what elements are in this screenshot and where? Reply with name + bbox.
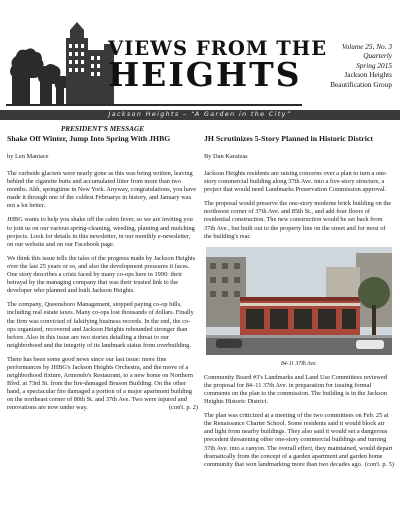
newsletter-title-line1: VIEWS FROM THE (108, 37, 328, 60)
tagline-bar: Jackson Heights – “A Garden in the City” (0, 110, 400, 120)
article-paragraph: The curbside glaciers were nearly gone as this was being written, leaving behind the cigarette butts and accumulated litter from more than two months. Ahh, springtime in New York. Anyway, congratulations, you have made it through one of the coldest Februarys in history, and January was not a lot better. (7, 170, 197, 210)
article-paragraph: Community Board #3's Landmarks and Land Use Committees reviewed the proposal for 84–11 37th Ave. in preparation for issuing formal comments on the plan to the commission. The building is in the Jackson Heights Historic District. (204, 373, 387, 406)
article-paragraph-text: The plan was criticized at a meeting of the two committees on Feb. 25 at the Renaissance Charter School. Some residents said it would block air and light from nearby buildings. They also said it would set a dangerous precedent threatening other one-story commercial buildings and turning 37th Ave. into a canyon. The overall effect, they maintained, would depart dramatically from the concept of a garden apartment and garden home community that won landmarking more than two decades ago. (204, 412, 393, 468)
article-paragraph (7, 356, 198, 413)
issue-info (302, 42, 392, 89)
article-body (7, 170, 198, 413)
issue-frequency: Quarterly (363, 51, 392, 61)
issue-season: Spring 2015 (356, 60, 392, 70)
continued-link[interactable]: (con't. p. 5) (365, 460, 394, 468)
article-paragraph: We think this issue tells the tales of the progress made by Jackson Heights over the last 25 years or so, and also the development pressures it faces. One story describes a crisis faced by many co-ops here in 1990: their betrayal by the managing company that was their trusted link to the developer who planned and built Jackson Heights. (7, 254, 196, 295)
photo-caption: 84-11 37th Ave. (280, 360, 317, 367)
historic-district-article (204, 124, 394, 475)
building-photo (206, 247, 392, 355)
article-paragraph: The company, Queensboro Management, stopped paying co-op bills, including real estate taxes. Many co-ops lost thousands of dollars. Finally the firm was convicted of falsifying business records. In the end, the co-ops organized, recovered and Jackson Heights rebounded stronger than before. Also in this issue are two stories detailing a threat to our neighborhood and the integrity of its landmark status from overbuilding. (7, 301, 194, 349)
org-name-line1: Jackson Heights (344, 70, 392, 80)
article-body-continued (204, 374, 394, 469)
article-byline: by Len Maniace (7, 153, 49, 160)
presidents-message-article (7, 124, 198, 419)
article-paragraph-text: There has been some good news since our last issue: more fine performances by JHBG's Jackson Heights Orchestra, and the move of a neighborhood fixture, Armondo's Restaurant, to a new home on Northern Blvd. at 73rd St. from the fire-damaged Bruson Building. On the other hand, a spectacular fire damaged a portion of a major apartment building on the northeast corner of 80th St. and 37th Ave. Two were injured and renovations are now under way. (7, 355, 193, 412)
continued-link[interactable]: (con't. p. 2) (169, 404, 198, 412)
masthead (0, 0, 400, 108)
article-paragraph (204, 412, 394, 469)
volume-number: Volume 25, No. 3 (341, 42, 392, 51)
article-paragraph: The proposal would preserve the one-story moderne brick building on the northwest corner of 37th Ave. and 85th St., and add four floors of residential construction. The new construction would be set back from 37th Ave., but built out to the property line on the street and for most of the building's rear. (204, 200, 392, 240)
article-headline: JH Scrutinizes 5-Story Planned in Historic District (204, 134, 373, 143)
org-name-line2: Beautification Group (330, 79, 392, 89)
article-headline: Shake Off Winter, Jump Into Spring With JHBG (7, 134, 171, 143)
section-kicker: PRESIDENT'S MESSAGE (60, 124, 145, 133)
article-body (204, 170, 394, 241)
article-byline: By Dan Karatzas (204, 153, 248, 160)
newsletter-title-line2: HEIGHTS (108, 55, 302, 94)
article-paragraph: JHBG wants to help you shake off the cabin fever, so we are inviting you to join us on our various spring-cleaning, weeding, planting and mulching projects. Look for details in this newsletter, in our monthly e-newsletter, on our website and on our Facebook page. (7, 216, 195, 248)
article-paragraph: Jackson Heights residents are raising concerns over a plan to turn a one-story commercial building along 37th Ave. into a five-story structure, a project that would need Landmarks Preservation Commission approval. (204, 170, 388, 194)
